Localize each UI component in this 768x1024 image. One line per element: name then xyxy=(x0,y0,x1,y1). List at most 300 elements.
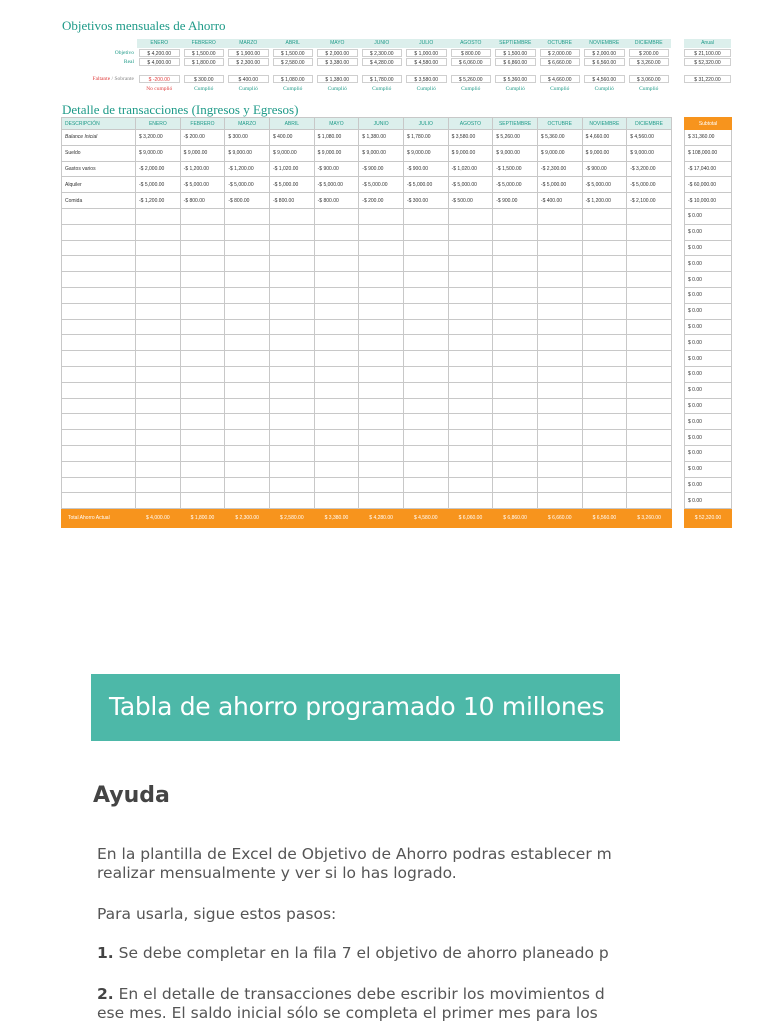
table-cell[interactable] xyxy=(136,208,181,224)
table-cell[interactable] xyxy=(627,461,672,477)
table-cell[interactable] xyxy=(314,382,359,398)
real-cell[interactable]: $ 6,560.00 xyxy=(584,58,625,66)
table-cell[interactable] xyxy=(493,208,538,224)
table-cell[interactable] xyxy=(493,398,538,414)
table-cell[interactable]: -$ 1,020.00 xyxy=(448,161,493,177)
table-cell[interactable] xyxy=(448,351,493,367)
table-cell[interactable] xyxy=(225,477,270,493)
diff-annual-cell[interactable]: $ 31,220.00 xyxy=(684,75,731,83)
row-description[interactable] xyxy=(62,382,136,398)
diff-cell[interactable]: $ -200.00 xyxy=(139,75,180,83)
objetivo-cell[interactable]: $ 2,300.00 xyxy=(362,49,403,57)
table-cell[interactable] xyxy=(269,303,314,319)
table-cell[interactable] xyxy=(180,335,225,351)
table-cell[interactable] xyxy=(448,208,493,224)
table-cell[interactable] xyxy=(225,335,270,351)
table-cell[interactable]: -$ 900.00 xyxy=(314,161,359,177)
table-cell[interactable] xyxy=(582,303,627,319)
table-cell[interactable]: -$ 900.00 xyxy=(582,161,627,177)
table-cell[interactable] xyxy=(493,477,538,493)
table-cell[interactable]: $ 9,000.00 xyxy=(136,145,181,161)
table-cell[interactable] xyxy=(448,319,493,335)
table-cell[interactable] xyxy=(359,493,404,509)
table-cell[interactable] xyxy=(359,461,404,477)
table-cell[interactable] xyxy=(180,477,225,493)
table-cell[interactable] xyxy=(136,256,181,272)
table-cell[interactable] xyxy=(493,287,538,303)
real-cell[interactable]: $ 2,300.00 xyxy=(228,58,269,66)
row-description[interactable] xyxy=(62,319,136,335)
table-cell[interactable]: -$ 900.00 xyxy=(359,161,404,177)
table-cell[interactable] xyxy=(493,493,538,509)
table-cell[interactable] xyxy=(493,240,538,256)
real-cell[interactable]: $ 6,060.00 xyxy=(451,58,492,66)
real-cell[interactable]: $ 4,280.00 xyxy=(362,58,403,66)
table-cell[interactable] xyxy=(448,382,493,398)
table-cell[interactable] xyxy=(136,287,181,303)
table-cell[interactable]: -$ 5,000.00 xyxy=(269,177,314,193)
table-cell[interactable] xyxy=(225,382,270,398)
table-cell[interactable] xyxy=(448,461,493,477)
table-cell[interactable] xyxy=(314,414,359,430)
table-cell[interactable]: -$ 5,000.00 xyxy=(448,177,493,193)
row-description[interactable] xyxy=(62,351,136,367)
real-cell[interactable]: $ 6,660.00 xyxy=(540,58,581,66)
table-cell[interactable] xyxy=(269,319,314,335)
table-cell[interactable] xyxy=(314,398,359,414)
table-cell[interactable] xyxy=(582,256,627,272)
table-cell[interactable] xyxy=(225,445,270,461)
table-cell[interactable] xyxy=(493,303,538,319)
table-cell[interactable] xyxy=(269,366,314,382)
objetivo-cell[interactable]: $ 1,000.00 xyxy=(406,49,447,57)
table-cell[interactable] xyxy=(314,477,359,493)
row-description[interactable] xyxy=(62,430,136,446)
table-cell[interactable] xyxy=(537,224,582,240)
table-cell[interactable] xyxy=(269,240,314,256)
table-cell[interactable] xyxy=(627,430,672,446)
table-cell[interactable] xyxy=(359,351,404,367)
table-cell[interactable] xyxy=(359,319,404,335)
table-cell[interactable] xyxy=(403,256,448,272)
table-cell[interactable] xyxy=(448,224,493,240)
objetivo-cell[interactable]: $ 2,000.00 xyxy=(540,49,581,57)
table-cell[interactable] xyxy=(537,366,582,382)
real-cell[interactable]: $ 4,000.00 xyxy=(139,58,180,66)
table-cell[interactable] xyxy=(582,366,627,382)
table-cell[interactable] xyxy=(359,208,404,224)
table-cell[interactable] xyxy=(136,335,181,351)
real-annual-cell[interactable]: $ 52,320.00 xyxy=(684,58,731,66)
table-cell[interactable] xyxy=(627,477,672,493)
row-description[interactable] xyxy=(62,493,136,509)
table-cell[interactable] xyxy=(180,272,225,288)
diff-cell[interactable]: $ 4,660.00 xyxy=(540,75,581,83)
table-cell[interactable]: -$ 1,020.00 xyxy=(269,161,314,177)
table-cell[interactable] xyxy=(269,287,314,303)
table-cell[interactable] xyxy=(136,319,181,335)
table-cell[interactable]: $ 4,560.00 xyxy=(627,130,672,146)
row-description[interactable] xyxy=(62,335,136,351)
table-cell[interactable] xyxy=(537,477,582,493)
table-cell[interactable] xyxy=(314,319,359,335)
table-cell[interactable]: $ 9,000.00 xyxy=(314,145,359,161)
objetivo-cell[interactable]: $ 2,000.00 xyxy=(317,49,358,57)
table-cell[interactable]: -$ 5,000.00 xyxy=(180,177,225,193)
table-cell[interactable]: -$ 400.00 xyxy=(537,193,582,209)
table-cell[interactable] xyxy=(136,493,181,509)
diff-cell[interactable]: $ 1,380.00 xyxy=(317,75,358,83)
table-cell[interactable]: $ 400.00 xyxy=(269,130,314,146)
table-cell[interactable]: $ 9,000.00 xyxy=(448,145,493,161)
table-cell[interactable] xyxy=(448,272,493,288)
table-cell[interactable] xyxy=(359,366,404,382)
table-cell[interactable]: $ 1,380.00 xyxy=(359,130,404,146)
table-cell[interactable] xyxy=(403,414,448,430)
real-cell[interactable]: $ 3,380.00 xyxy=(317,58,358,66)
table-cell[interactable] xyxy=(582,382,627,398)
table-cell[interactable] xyxy=(180,382,225,398)
row-description[interactable] xyxy=(62,303,136,319)
table-cell[interactable] xyxy=(225,414,270,430)
table-cell[interactable] xyxy=(448,366,493,382)
row-description[interactable] xyxy=(62,414,136,430)
objetivo-cell[interactable]: $ 800.00 xyxy=(451,49,492,57)
table-cell[interactable] xyxy=(403,430,448,446)
table-cell[interactable]: $ 3,200.00 xyxy=(136,130,181,146)
table-cell[interactable] xyxy=(448,240,493,256)
table-cell[interactable] xyxy=(314,445,359,461)
table-cell[interactable] xyxy=(403,240,448,256)
table-cell[interactable] xyxy=(269,445,314,461)
table-cell[interactable]: -$ 5,000.00 xyxy=(359,177,404,193)
table-cell[interactable]: -$ 200.00 xyxy=(359,193,404,209)
table-cell[interactable] xyxy=(180,319,225,335)
diff-cell[interactable]: $ 1,780.00 xyxy=(362,75,403,83)
table-cell[interactable] xyxy=(448,430,493,446)
table-cell[interactable] xyxy=(269,256,314,272)
table-cell[interactable] xyxy=(582,398,627,414)
table-cell[interactable] xyxy=(136,445,181,461)
table-cell[interactable]: -$ 5,000.00 xyxy=(136,177,181,193)
table-cell[interactable] xyxy=(359,430,404,446)
table-cell[interactable] xyxy=(627,287,672,303)
table-cell[interactable] xyxy=(582,319,627,335)
table-cell[interactable]: -$ 1,200.00 xyxy=(136,193,181,209)
table-cell[interactable] xyxy=(269,382,314,398)
row-description[interactable] xyxy=(62,461,136,477)
table-cell[interactable]: $ 9,000.00 xyxy=(493,145,538,161)
table-cell[interactable] xyxy=(537,240,582,256)
table-cell[interactable]: -$ 200.00 xyxy=(180,130,225,146)
table-cell[interactable] xyxy=(448,335,493,351)
table-cell[interactable]: $ 1,780.00 xyxy=(403,130,448,146)
table-cell[interactable] xyxy=(627,366,672,382)
table-cell[interactable]: -$ 1,200.00 xyxy=(225,161,270,177)
table-cell[interactable]: $ 9,000.00 xyxy=(180,145,225,161)
table-cell[interactable] xyxy=(225,256,270,272)
table-cell[interactable] xyxy=(448,398,493,414)
table-cell[interactable] xyxy=(403,366,448,382)
table-cell[interactable] xyxy=(136,398,181,414)
real-cell[interactable]: $ 1,800.00 xyxy=(184,58,225,66)
table-cell[interactable] xyxy=(225,351,270,367)
table-cell[interactable] xyxy=(627,445,672,461)
diff-cell[interactable]: $ 300.00 xyxy=(184,75,225,83)
table-cell[interactable] xyxy=(403,224,448,240)
table-cell[interactable] xyxy=(314,351,359,367)
table-cell[interactable] xyxy=(136,240,181,256)
table-cell[interactable]: -$ 5,000.00 xyxy=(493,177,538,193)
table-cell[interactable] xyxy=(269,335,314,351)
table-cell[interactable] xyxy=(136,303,181,319)
table-cell[interactable] xyxy=(493,382,538,398)
table-cell[interactable]: -$ 5,000.00 xyxy=(627,177,672,193)
table-cell[interactable] xyxy=(582,335,627,351)
table-cell[interactable] xyxy=(403,335,448,351)
row-description[interactable] xyxy=(62,445,136,461)
objetivo-cell[interactable]: $ 4,200.00 xyxy=(139,49,180,57)
table-cell[interactable] xyxy=(225,224,270,240)
table-cell[interactable]: -$ 800.00 xyxy=(269,193,314,209)
table-cell[interactable] xyxy=(180,287,225,303)
table-cell[interactable]: -$ 300.00 xyxy=(403,193,448,209)
table-cell[interactable]: -$ 5,000.00 xyxy=(225,177,270,193)
table-cell[interactable] xyxy=(403,445,448,461)
table-cell[interactable] xyxy=(537,461,582,477)
table-cell[interactable] xyxy=(537,319,582,335)
table-cell[interactable] xyxy=(582,272,627,288)
table-cell[interactable] xyxy=(180,224,225,240)
table-cell[interactable] xyxy=(359,224,404,240)
table-cell[interactable] xyxy=(359,477,404,493)
table-cell[interactable] xyxy=(314,303,359,319)
table-cell[interactable] xyxy=(537,208,582,224)
table-cell[interactable] xyxy=(136,351,181,367)
diff-cell[interactable]: $ 400.00 xyxy=(228,75,269,83)
table-cell[interactable] xyxy=(403,272,448,288)
table-cell[interactable] xyxy=(403,493,448,509)
table-cell[interactable] xyxy=(403,351,448,367)
table-cell[interactable] xyxy=(314,335,359,351)
row-description[interactable] xyxy=(62,208,136,224)
table-cell[interactable] xyxy=(448,303,493,319)
table-cell[interactable] xyxy=(136,430,181,446)
table-cell[interactable] xyxy=(136,477,181,493)
table-cell[interactable]: $ 9,000.00 xyxy=(403,145,448,161)
table-cell[interactable] xyxy=(627,351,672,367)
table-cell[interactable]: $ 9,000.00 xyxy=(225,145,270,161)
table-cell[interactable] xyxy=(136,461,181,477)
table-cell[interactable] xyxy=(314,366,359,382)
objetivo-cell[interactable]: $ 200.00 xyxy=(629,49,670,57)
table-cell[interactable] xyxy=(493,430,538,446)
row-description[interactable] xyxy=(62,287,136,303)
table-cell[interactable]: $ 9,000.00 xyxy=(582,145,627,161)
table-cell[interactable] xyxy=(493,335,538,351)
table-cell[interactable] xyxy=(582,240,627,256)
table-cell[interactable] xyxy=(448,287,493,303)
table-cell[interactable] xyxy=(180,398,225,414)
row-description[interactable] xyxy=(62,366,136,382)
table-cell[interactable] xyxy=(180,366,225,382)
table-cell[interactable] xyxy=(225,287,270,303)
table-cell[interactable] xyxy=(314,272,359,288)
row-description[interactable]: Gastos varios xyxy=(62,161,136,177)
objetivo-cell[interactable]: $ 2,000.00 xyxy=(584,49,625,57)
table-cell[interactable] xyxy=(225,398,270,414)
table-cell[interactable] xyxy=(314,493,359,509)
table-cell[interactable] xyxy=(582,224,627,240)
table-cell[interactable] xyxy=(537,303,582,319)
table-cell[interactable] xyxy=(359,303,404,319)
table-cell[interactable] xyxy=(269,272,314,288)
table-cell[interactable]: -$ 1,200.00 xyxy=(582,193,627,209)
real-cell[interactable]: $ 4,580.00 xyxy=(406,58,447,66)
table-cell[interactable]: -$ 1,200.00 xyxy=(180,161,225,177)
table-cell[interactable]: -$ 900.00 xyxy=(493,193,538,209)
table-cell[interactable] xyxy=(448,445,493,461)
row-description[interactable] xyxy=(62,256,136,272)
table-cell[interactable] xyxy=(269,477,314,493)
table-cell[interactable] xyxy=(136,272,181,288)
table-cell[interactable] xyxy=(225,319,270,335)
table-cell[interactable] xyxy=(582,493,627,509)
table-cell[interactable] xyxy=(627,335,672,351)
table-cell[interactable] xyxy=(359,272,404,288)
table-cell[interactable] xyxy=(359,382,404,398)
row-description[interactable] xyxy=(62,398,136,414)
table-cell[interactable] xyxy=(225,366,270,382)
table-cell[interactable] xyxy=(448,493,493,509)
table-cell[interactable] xyxy=(448,477,493,493)
table-cell[interactable] xyxy=(359,414,404,430)
row-description[interactable] xyxy=(62,240,136,256)
table-cell[interactable] xyxy=(314,461,359,477)
table-cell[interactable] xyxy=(269,208,314,224)
table-cell[interactable] xyxy=(403,303,448,319)
objetivo-cell[interactable]: $ 1,500.00 xyxy=(495,49,536,57)
table-cell[interactable] xyxy=(180,303,225,319)
table-cell[interactable]: -$ 3,200.00 xyxy=(627,161,672,177)
table-cell[interactable]: -$ 800.00 xyxy=(225,193,270,209)
table-cell[interactable] xyxy=(314,430,359,446)
table-cell[interactable] xyxy=(627,382,672,398)
table-cell[interactable] xyxy=(225,240,270,256)
table-cell[interactable] xyxy=(269,493,314,509)
table-cell[interactable] xyxy=(180,414,225,430)
table-cell[interactable] xyxy=(537,335,582,351)
table-cell[interactable] xyxy=(627,224,672,240)
diff-cell[interactable]: $ 5,260.00 xyxy=(451,75,492,83)
diff-cell[interactable]: $ 3,060.00 xyxy=(629,75,670,83)
table-cell[interactable] xyxy=(537,414,582,430)
table-cell[interactable] xyxy=(582,414,627,430)
table-cell[interactable] xyxy=(537,287,582,303)
diff-cell[interactable]: $ 5,360.00 xyxy=(495,75,536,83)
table-cell[interactable] xyxy=(493,319,538,335)
table-cell[interactable] xyxy=(314,240,359,256)
table-cell[interactable] xyxy=(225,493,270,509)
table-cell[interactable] xyxy=(537,493,582,509)
table-cell[interactable] xyxy=(493,366,538,382)
table-cell[interactable]: -$ 2,000.00 xyxy=(136,161,181,177)
table-cell[interactable]: -$ 2,100.00 xyxy=(627,193,672,209)
table-cell[interactable]: -$ 900.00 xyxy=(403,161,448,177)
table-cell[interactable] xyxy=(359,256,404,272)
diff-cell[interactable]: $ 4,560.00 xyxy=(584,75,625,83)
diff-cell[interactable]: $ 1,080.00 xyxy=(273,75,314,83)
table-cell[interactable] xyxy=(403,208,448,224)
table-cell[interactable] xyxy=(359,335,404,351)
table-cell[interactable] xyxy=(627,414,672,430)
table-cell[interactable] xyxy=(225,303,270,319)
table-cell[interactable] xyxy=(180,256,225,272)
table-cell[interactable] xyxy=(403,287,448,303)
table-cell[interactable] xyxy=(136,414,181,430)
table-cell[interactable] xyxy=(582,461,627,477)
table-cell[interactable] xyxy=(403,319,448,335)
table-cell[interactable] xyxy=(537,256,582,272)
table-cell[interactable] xyxy=(493,445,538,461)
table-cell[interactable] xyxy=(582,445,627,461)
table-cell[interactable] xyxy=(359,240,404,256)
table-cell[interactable] xyxy=(627,398,672,414)
row-description[interactable] xyxy=(62,477,136,493)
row-description[interactable] xyxy=(62,224,136,240)
row-description[interactable]: Comida xyxy=(62,193,136,209)
table-cell[interactable] xyxy=(180,208,225,224)
row-description[interactable]: Balance Inicial xyxy=(62,130,136,146)
table-cell[interactable] xyxy=(225,461,270,477)
table-cell[interactable]: -$ 500.00 xyxy=(448,193,493,209)
table-cell[interactable] xyxy=(314,208,359,224)
table-cell[interactable]: -$ 5,000.00 xyxy=(582,177,627,193)
table-cell[interactable] xyxy=(136,366,181,382)
table-cell[interactable]: $ 5,260.00 xyxy=(493,130,538,146)
table-cell[interactable] xyxy=(136,382,181,398)
table-cell[interactable]: $ 300.00 xyxy=(225,130,270,146)
table-cell[interactable] xyxy=(537,445,582,461)
table-cell[interactable]: $ 5,360.00 xyxy=(537,130,582,146)
table-cell[interactable] xyxy=(269,398,314,414)
table-cell[interactable] xyxy=(314,256,359,272)
table-cell[interactable] xyxy=(269,461,314,477)
table-cell[interactable] xyxy=(493,272,538,288)
table-cell[interactable] xyxy=(537,430,582,446)
table-cell[interactable] xyxy=(403,398,448,414)
table-cell[interactable] xyxy=(180,493,225,509)
objetivo-cell[interactable]: $ 1,500.00 xyxy=(184,49,225,57)
table-cell[interactable] xyxy=(359,445,404,461)
row-description[interactable]: Sueldo xyxy=(62,145,136,161)
table-cell[interactable] xyxy=(493,414,538,430)
row-description[interactable] xyxy=(62,272,136,288)
table-cell[interactable] xyxy=(627,256,672,272)
table-cell[interactable] xyxy=(359,287,404,303)
table-cell[interactable] xyxy=(627,208,672,224)
table-cell[interactable]: $ 9,000.00 xyxy=(359,145,404,161)
table-cell[interactable]: -$ 800.00 xyxy=(180,193,225,209)
table-cell[interactable] xyxy=(180,461,225,477)
objetivo-cell[interactable]: $ 1,500.00 xyxy=(273,49,314,57)
table-cell[interactable] xyxy=(627,240,672,256)
table-cell[interactable] xyxy=(493,224,538,240)
table-cell[interactable] xyxy=(582,477,627,493)
table-cell[interactable] xyxy=(180,351,225,367)
table-cell[interactable]: $ 4,660.00 xyxy=(582,130,627,146)
table-cell[interactable]: -$ 800.00 xyxy=(314,193,359,209)
